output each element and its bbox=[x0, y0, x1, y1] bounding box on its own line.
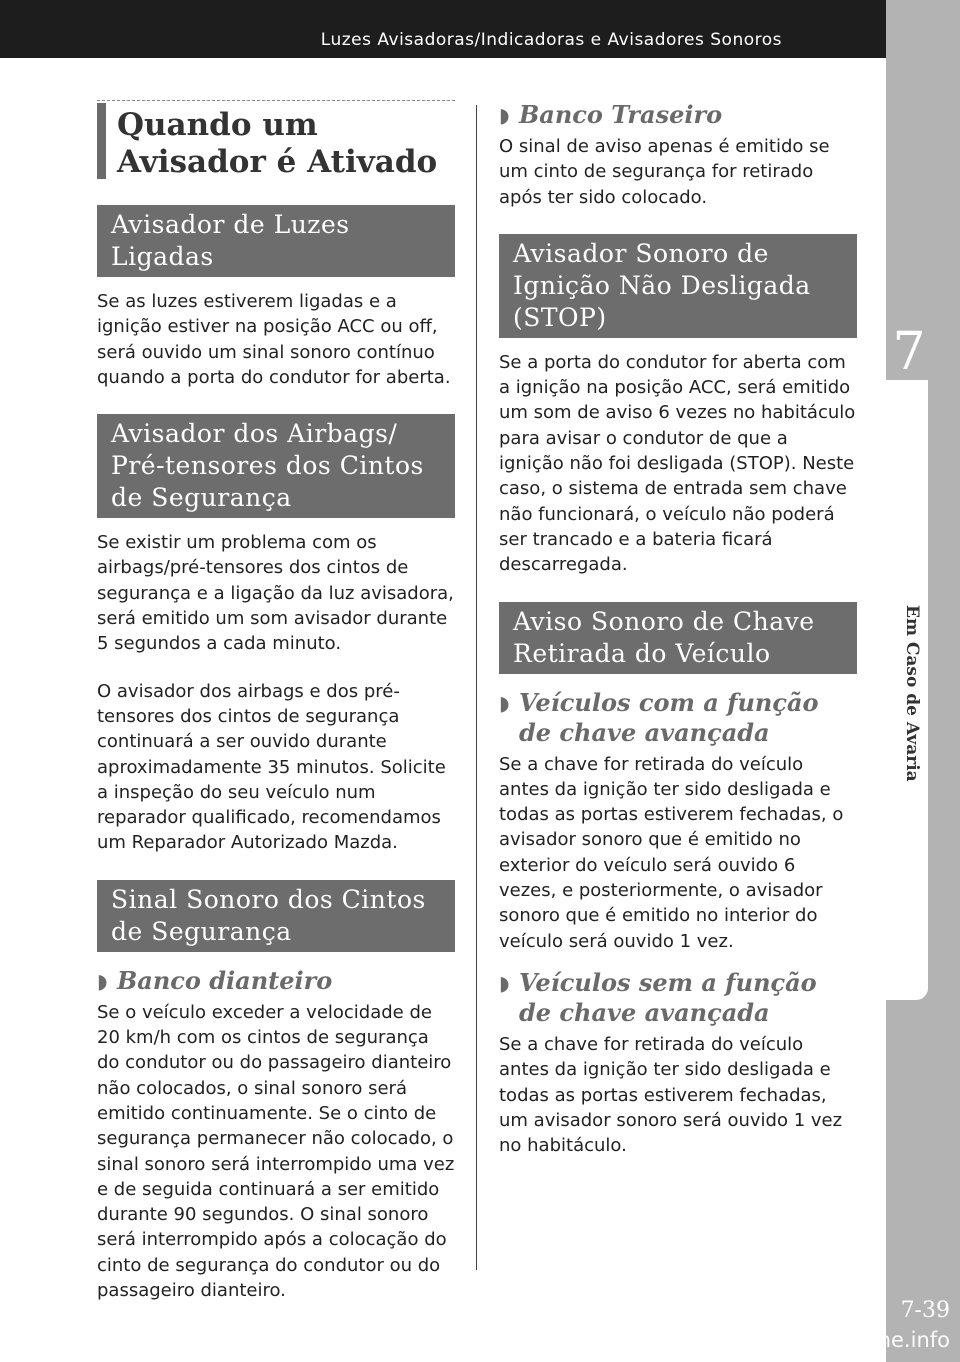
marker-icon: ◗ bbox=[97, 968, 108, 993]
rear-seat-subheading: ◗ Banco Traseiro bbox=[499, 100, 723, 129]
lights-on-warning-title: Avisador de Luzes Ligadas bbox=[97, 205, 455, 277]
chapter-title: Em Caso de Avaria bbox=[902, 605, 922, 782]
seatbelt-chime-title: Sinal Sonoro dos Cintos de Segurança bbox=[97, 880, 455, 952]
watermark: carmanualsonline.info bbox=[717, 1328, 950, 1352]
section-heading: Quando um Avisador é Ativado bbox=[97, 100, 455, 189]
left-column bbox=[97, 100, 455, 1303]
ignition-warning-text: Se a porta do condutor for aberta com a ignição na posição ACC, será emitido um som de aviso 6 vezes no habitáculo para avisar o condutor de que a ignição não foi desligada (STOP). Neste caso, o sistema de entrada sem chave não funcionará, o veículo não poderá ser trancado e a bateria ficará descarregada. bbox=[499, 351, 856, 576]
airbag-warning-title: Avisador dos Airbags/ Pré-tensores dos Cintos de Segurança bbox=[97, 414, 455, 518]
chapter-number: 7 bbox=[892, 322, 926, 382]
column-divider bbox=[476, 105, 477, 1270]
rear-seat-text: O sinal de aviso apenas é emitido se um cinto de segurança for retirado após ter sido colocado. bbox=[499, 136, 830, 208]
front-seat-text: Se o veículo exceder a velocidade de 20 km/h com os cintos de segurança do condutor ou do passageiro dianteiro não colocados, o sinal sonoro será emitido continuamente. Se o cinto de segurança permanecer não colocado, o sinal sonoro será interrompido uma vez e de seguida continuará a ser emitido durante 90 segundos. O sinal sonoro será interrompido após a colocação do cinto de segurança do condutor ou do passageiro dianteiro. bbox=[97, 1001, 455, 1302]
marker-icon: ◗ bbox=[499, 103, 510, 127]
header-bar bbox=[0, 0, 890, 58]
advanced-key-text: Se a chave for retirada do veículo antes da ignição ter sido desligada e todas as portas estiverem fechadas, o avisador sonoro que é emitido no exterior do veículo será ouvido 6 vezes, e posteriormente, o avisador sonoro que é emitido no interior do veículo será ouvido 1 vez. bbox=[499, 753, 844, 952]
right-column bbox=[499, 100, 857, 1158]
marker-icon: ◗ bbox=[499, 690, 510, 715]
marker-icon: ◗ bbox=[499, 970, 510, 995]
airbag-warning-text-1: Se existir um problema com os airbags/pré-tensores dos cintos de segurança e a ligação da luz avisadora, será emitido um som avisador durante 5 segundos a cada minuto. bbox=[97, 532, 454, 655]
key-removed-warning-title: Aviso Sonoro de Chave Retirada do Veículo bbox=[499, 602, 857, 674]
header-title: Luzes Avisadoras/Indicadoras e Avisadores Sonoros bbox=[320, 30, 782, 50]
airbag-warning-text-2: O avisador dos airbags e dos pré-tensores dos cintos de segurança continuará a ser ouvido durante aproximadamente 35 minutos. Solicite a inspeção do seu veículo num reparador qualificado, recomendamos um Reparador Autorizado Mazda. bbox=[97, 680, 446, 854]
lights-on-warning-text: Se as luzes estiverem ligadas e a ignição estiver na posição ACC ou off, será ouvido um sinal sonoro contínuo quando a porta do condutor for aberta. bbox=[97, 291, 451, 388]
no-advanced-key-text: Se a chave for retirada do veículo antes da ignição ter sido desligada e todas as portas estiverem fechadas, um avisador sonoro será ouvido 1 vez no habitáculo. bbox=[499, 1033, 843, 1157]
advanced-key-subheading: ◗ Veículos com a função de chave avançada bbox=[499, 687, 819, 747]
no-advanced-key-subheading: ◗ Veículos sem a função de chave avançada bbox=[499, 967, 817, 1027]
ignition-warning-title: Avisador Sonoro de Ignição Não Desligada (STOP) bbox=[499, 234, 857, 338]
front-seat-subheading: ◗ Banco dianteiro bbox=[97, 965, 333, 995]
page-number: 7-39 bbox=[900, 1298, 950, 1323]
